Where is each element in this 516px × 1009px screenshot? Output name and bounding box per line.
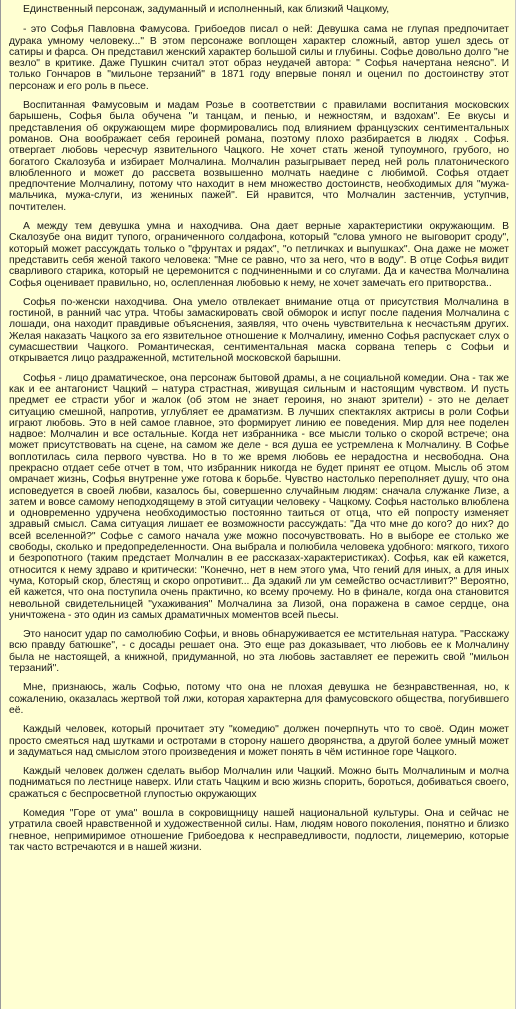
paragraph-sympathy: Мне, признаюсь, жаль Софью, потому что она не плохая девушка не безнравственная, но, к сожалению, оказалась жертвой той лжи, которая характерна для фамусовского общества, погубившего её. <box>9 682 509 716</box>
paragraph-sofia-intro: - это Софья Павловна Фамусова. Грибоедов писал о ней: Девушка сама не глупая предпочитает дурака умному человеку..." В этом персонаже воплощен характер сложный, автор ушел здесь от сатиры и фарса. Он представил женский характер большой силы и глубины. Софье довольно долго "не везло" в критике. Даже Пушкин считал этот образ неудачей автора: " Софья начертана неясно". И только Гончаров в "мильоне терзаний" в 1871 году впервые понял и оценил по достоинству этот персонаж и его роль в пьесе. <box>9 24 509 92</box>
paragraph-intro: Единственный персонаж, задуманный и исполненный, как близкий Чацкому, <box>23 4 390 15</box>
paragraph-choice: Каждый человек должен сделать выбор Молчалин или Чацкий. Можно быть Молчалиным и молча подниматься по лестнице наверх. Или стать Чацким и всю жизнь спорить, бороться, добиваться своего, сражаться с беспросветной глупостью окружающих <box>9 766 509 800</box>
paragraph-upbringing: Воспитанная Фамусовым и мадам Розье в соответствии с правилами воспитания московских барышень, Софья была обучена "и танцам, и пенью, и нежностям, и вздохам". Ее вкусы и представления об окружающем мире формировались под влиянием французских сентиментальных романов. Она воображает себя героиней романа, поэтому плохо разбирается в людях . Софья. отвергает любовь чересчур язвительного Чацкого. Не хочет стать женой тупоумного, грубого, но богатого Скалозуба и избирает Молчалина. Молчалин разыгрывает перед ней роль платонического влюбленного и может до рассвета возвышенно молчать наедине с любимой. Софья отдает предпочтение Молчалину, потому что находит в нем множество достоинств, необходимых для "мужа-мальчика, мужа-слуги, из жениных пажей". Ей нравится, что Молчалин застенчив, уступчив, почтителен. <box>9 100 509 213</box>
paragraph-intelligence: А между тем девушка умна и находчива. Она дает верные характеристики окружающим. В Скалозубе она видит тупого, ограниченного солдафона, который "слова умного не выговорит сроду", который может рассуждать только о "фрунтах и рядах", "о петличках и выпушках". Она даже не может представить себя женой такого человека: "Мне се равно, что за него, что в воду". В отце Софья видит сварливого старика, который не церемонится с подчиненными и со слугами. Да и качества Молчалина Софья оценивает правильно, но, ослепленная любовью к нему, не хочет замечать его притворства.. <box>9 221 509 289</box>
paragraph-reader: Каждый человек, который прочитает эту "комедию" должен почерпнуть что то своё. Один может просто смеяться над шутками и остротами в сторону нашего дворянства, а другой более умный может и задуматься над смыслом этого произведения и может понять в чём истинное горе Чацкого. <box>9 724 509 758</box>
paragraph-revenge: Это наносит удар по самолюбию Софьи, и вновь обнаруживается ее мстительная натура. "Расскажу всю правду батюшке", - с досады решает она. Это еще раз доказывает, что любовь ее к Молчалину была не настоящей, а книжной, придуманной, но эта любовь заставляет ее пережить свой "мильон терзаний". <box>9 629 509 675</box>
paragraph-conclusion: Комедия "Горе от ума" вошла в сокровищницу нашей национальной культуры. Она и сейчас не утратила своей нравственной и художественной силы. Нам, людям нового поколения, понятно и близко гневное, непримиримое отношение Грибоедова к несправедливости, подлости, лицемерию, которые так часто встречаются и в нашей жизни. <box>9 808 509 853</box>
paragraph-dramatic-character: Софья - лицо драматическое, она персонаж бытовой драмы, а не социальной комедии. Она - так же как и ее антагонист Чацкий – натура страстная, живущая сильным и настоящим чувством. И пусть предмет ее страсти убог и жалок (об этом не знает героиня, но знают зрители) - это не делает ситуацию смешной, напротив, углубляет ее драматизм. В лучших спектаклях актрисы в роли Софьи играют любовь. Это в ней самое главное, это формирует линию ее поведения. Мир для нее поделен надвое: Молчалин и все остальные. Когда нет избранника - все мысли только о скорой встрече; она может присутствовать на сцене, на самом же деле - вся душа ее устремлена к Молчалину. В Софье воплотилась сила первого чувства. Но в то же время любовь ее нерадостна и несвободна. Она прекрасно отдает себе отчет в том, что избранник никогда не будет принят ее отцом. Мысль об этом омрачает жизнь, Софья внутренне уже готова к борьбе. Чувство настолько переполняет душу, что она исповедуется в своей любви, казалось бы, совершенно случайным людям: сначала служанке Лизе, а затем и вовсе самому неподходящему в этой ситуации человеку - Чацкому. Софья настолько влюблена и одновременно удручена необходимостью постоянно таиться от отца, что ей попросту изменяет здравый смысл. Сама ситуация лишает ее возможности рассуждать: "Да что мне до кого? до них? до всей вселенной?" Софье с самого начала уже можно посочувствовать. Но в выборе ее столько же свободы, сколько и предопределенности. Она выбрала и полюбила человека удобного: мягкого, тихого и безропотного (таким предстает Молчалин в ее рассказах-характеристиках). Софья, как ей кажется, относится к нему здраво и критически: "Конечно, нет в нем этого ума, Что гений для иных, а для иных чума, Который скор, блестящ и скоро опротивит... Да эдакий ли ум семейство осчастливит?" Вероятно, ей кажется, что она поступила очень практично, ко всему прочему. Но в финале, когда она становится невольной свидетельницей "ухаживания" Молчалина за Лизой, она поражена в самое сердце, она уничтожена - это один из самых драматичных моментов всей пьесы. <box>9 372 509 621</box>
paragraph-resourcefulness: Софья по-женски находчива. Она умело отвлекает внимание отца от присутствия Молчалина в гостиной, в ранний час утра. Чтобы замаскировать свой обморок и испуг после падения Молчалина с лошади, она находит правдивые объяснения, заявляя, что очень чувствительна к несчастьям других. Желая наказать Чацкого за его язвительное отношение к Молчалину, именно Софья распускает слух о сумасшествии Чацкого. Романтическая, сентиментальная маска сорвана теперь с Софьи и открывается лицо раздраженной, мстительной московской барышни. <box>9 296 509 365</box>
